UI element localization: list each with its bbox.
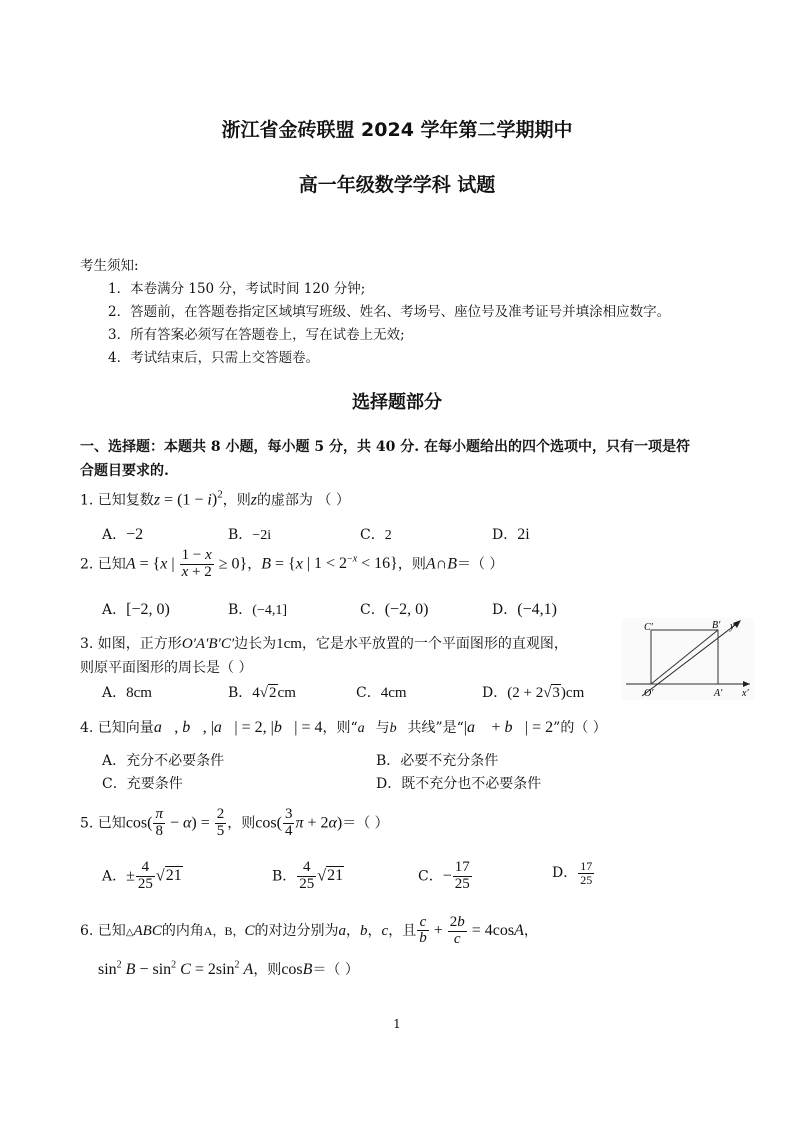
notice-item: 2．答题前，在答题卷指定区域填写班级、姓名、考场号、座位号及准考证号并填涂相应数字。 bbox=[108, 304, 671, 320]
q1-option-c: C．2 bbox=[360, 527, 392, 543]
fig-label-c: C′ bbox=[644, 622, 653, 633]
q2-option-c: C．(−2, 0) bbox=[360, 601, 429, 618]
q2-option-b: B．(−4,1] bbox=[228, 602, 288, 618]
fig-label-a: A′ bbox=[714, 688, 723, 699]
question-6-line2: $\sin^2 B - \sin^2 C = 2\sin^2$ A，则cosB＝（ ） bbox=[98, 959, 359, 978]
question-1: 1. 已知复数$z = (1 - i)^2$，则z的虚部为 （ ） bbox=[80, 489, 350, 509]
question-6-line1: 6. 已知△ABC的内角A，B，C的对边分别为a，b，c，且 $\frac{c}{b}$ + $\frac{2b}{c}$ = 4cosA， bbox=[80, 913, 538, 947]
q1-option-d: D．2i bbox=[492, 526, 530, 543]
q5-option-c: C．− $\frac{17}{25}$ bbox=[418, 859, 470, 892]
fig-label-b: B′ bbox=[712, 620, 721, 631]
q3-option-b: B．4√2cm bbox=[228, 685, 296, 701]
notice-item: 1．本卷满分 150 分，考试时间 120 分钟; bbox=[108, 281, 366, 297]
q5-option-a: A．± $\frac{4}{25}$ √21 bbox=[102, 859, 182, 892]
notice-heading: 考生须知: bbox=[80, 258, 139, 274]
question-3-line2: 则原平面图形的周长是（ ） bbox=[80, 660, 253, 676]
notice-item: 4．考试结束后，只需上交答题卷。 bbox=[108, 350, 320, 366]
fig-label-o: O′ bbox=[644, 688, 654, 699]
q5-option-b: B． $\frac{4}{25}$ √21 bbox=[272, 859, 344, 892]
q4-option-b: B．必要不充分条件 bbox=[376, 753, 499, 769]
q1-option-a: A．−2 bbox=[102, 526, 144, 543]
question-3-line1: 3. 如图，正方形O′A′B′C′边长为1cm，它是水平放置的一个平面图形的直观图， bbox=[80, 636, 568, 652]
question-4: 4. 已知向量a⃗, b⃗, |a⃗| = 2, |b⃗| = 4，则“a⃗与b⃗共线”是“|a⃗ + b⃗| = 2”的（ ） bbox=[80, 719, 607, 736]
notice-item: 3．所有答案必须写在答题卷上，写在试卷上无效; bbox=[108, 327, 405, 343]
q4-option-c: C．充要条件 bbox=[102, 776, 183, 792]
q1-option-b: B．−2i bbox=[228, 527, 272, 543]
section-title: 选择题部分 bbox=[352, 392, 442, 413]
q2-option-a: A．[−2, 0) bbox=[102, 601, 170, 618]
exam-subtitle: 高一年级数学学科 试题 bbox=[298, 174, 496, 196]
fig-label-y: y′ bbox=[730, 621, 737, 632]
section-intro-line2: 合题目要求的. bbox=[80, 463, 169, 479]
q4-option-d: D．既不充分也不必要条件 bbox=[376, 776, 542, 792]
q5-option-d: D． $\frac{17}{25}$ bbox=[552, 859, 593, 887]
question-2: 2. 已知A = {x | $\frac{1 - x}{x + 2}$ ≥ 0}，B = {x | $1 < 2^{-x} < 16$}，则A∩B＝（ ） bbox=[80, 547, 504, 580]
q3-option-a: A．8cm bbox=[102, 685, 152, 701]
q3-figure bbox=[622, 618, 754, 700]
q3-option-c: C．4cm bbox=[356, 685, 407, 701]
q2-option-d: D．(−4,1) bbox=[492, 601, 557, 618]
exam-title: 浙江省金砖联盟 2024 学年第二学期期中 bbox=[221, 119, 573, 141]
section-intro-line1: 一、选择题：本题共 8 小题，每小题 5 分，共 40 分. 在每小题给出的四个选项中，只有一项是符 bbox=[80, 439, 690, 455]
question-5: 5. 已知cos( $\frac{\pi}{8}$ − α) = $\frac{2}{5}$ ，则cos( $\frac{3}{4}$ π + 2α)＝（ ） bbox=[80, 806, 389, 839]
q4-option-a: A．充分不必要条件 bbox=[102, 753, 225, 769]
page-number: 1 bbox=[393, 1017, 401, 1031]
fig-label-x: x′ bbox=[742, 688, 749, 699]
q3-option-d: D．(2 + 2√3)cm bbox=[482, 685, 585, 701]
